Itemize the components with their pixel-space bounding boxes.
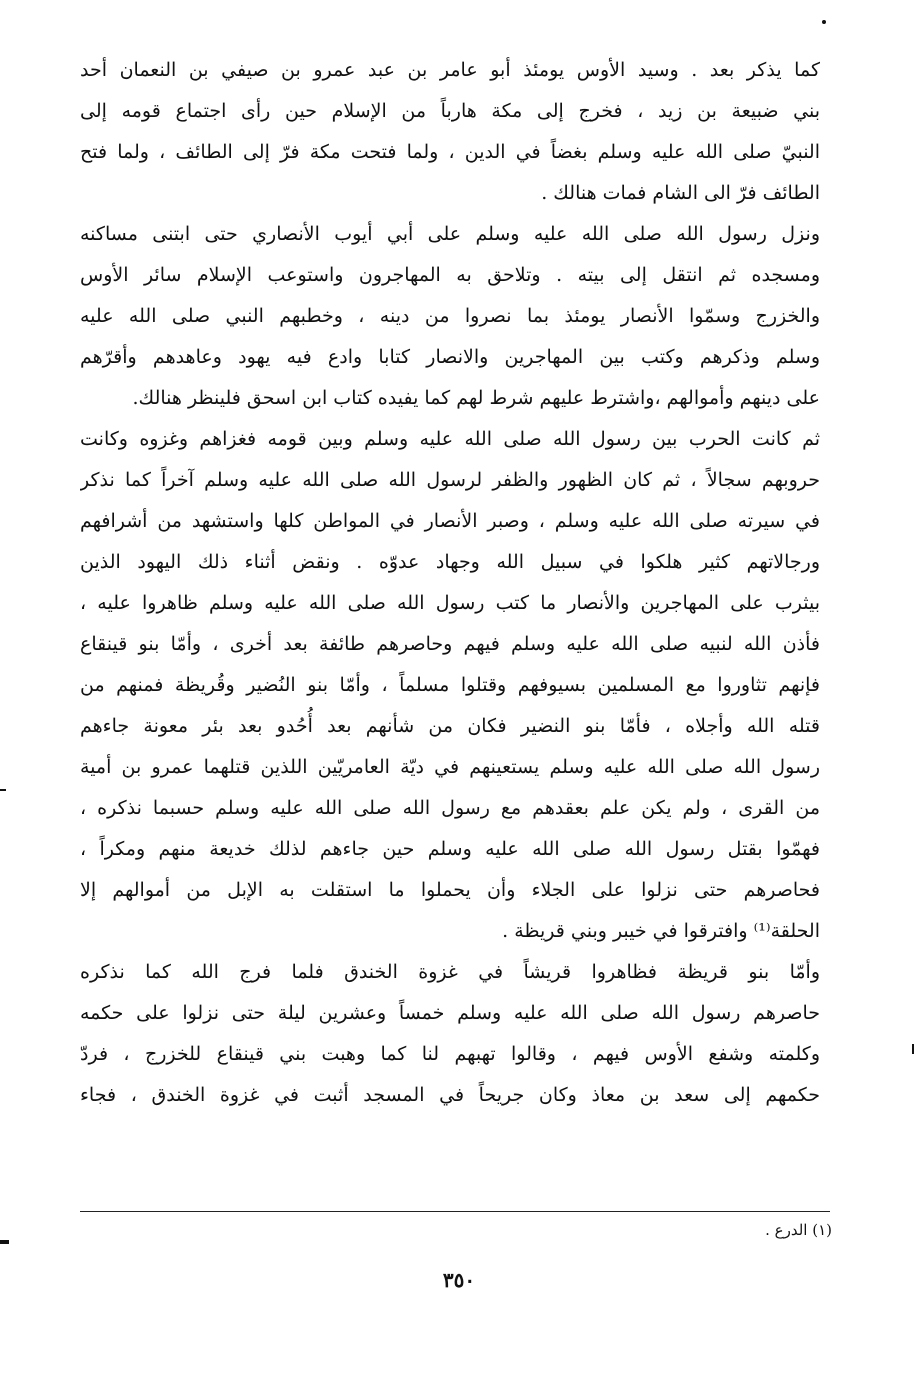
text-line: ثم كانت الحرب بين رسول الله صلى الله عليه وسلم وبين قومه فغزاهم وغزوه وكانت	[80, 428, 820, 450]
text-line: ورجالاتهم كثير هلكوا في سبيل الله وجهاد عدوّه . ونقض أثناء ذلك اليهود الذين	[80, 551, 820, 573]
text-line: على دينهم وأموالهم ،واشترط عليهم شرط لهم كما يفيده كتاب ابن اسحق فلينظر هنالك.	[132, 387, 820, 409]
text-line: النبيّ صلى الله عليه وسلم بغضاً في الدين ، ولما فتحت مكة فرّ إلى الطائف ، ولما فتح	[80, 141, 820, 163]
text-line: حكمهم إلى سعد بن معاذ وكان جريحاً في المسجد أثبت في غزوة الخندق ، فجاء	[80, 1084, 820, 1106]
text-line: وكلمته وشفع الأوس فيهم ، وقالوا تهبهم لنا كما وهبت بني قينقاع للخزرج ، فردّ	[80, 1043, 820, 1065]
text-line: ومسجده ثم انتقل إلى بيته . وتلاحق به المهاجرون واستوعب الإسلام سائر الأوس	[80, 264, 820, 286]
scan-margin-mark	[0, 789, 6, 791]
text-line: فإنهم تثاوروا مع المسلمين بسيوفهم وقتلوا مسلماً ، وأمّا بنو النُضير وقُريظة فمنهم من	[80, 674, 820, 696]
text-line: ونزل رسول الله صلى الله عليه وسلم على أبي أيوب الأنصاري حتى ابتنى مساكنه	[80, 223, 820, 245]
text-line: والخزرج وسمّوا الأنصار يومئذ بما نصروا من دينه ، وخطبهم النبي صلى الله عليه	[80, 305, 820, 327]
text-line: كما يذكر بعد . وسيد الأوس يومئذ أبو عامر بن عبد عمرو بن صيفي بن النعمان أحد	[80, 59, 820, 81]
text-line: حاصرهم رسول الله صلى الله عليه وسلم خمساً وعشرين ليلة حتى نزلوا على حكمه	[80, 1002, 820, 1024]
scan-margin-mark	[912, 1044, 914, 1054]
text-line: قتله الله وأجلاه ، فأمّا بنو النضير فكان من شأنهم بعد أُحُدو بعد بئر معونة جاءهم	[80, 715, 820, 737]
text-line: فهمّوا بقتل رسول الله صلى الله عليه وسلم حين جاءهم لذلك خديعة منهم ومكراً ،	[80, 838, 820, 860]
text-line: بيثرب على المهاجرين والأنصار ما كتب رسول الله صلى الله عليه وسلم ظاهروا عليه ،	[80, 592, 820, 614]
text-line: الطائف فرّ الى الشام فمات هنالك .	[541, 182, 820, 204]
footnote: (١) الدرع .	[765, 1221, 832, 1239]
text-line: رسول الله صلى الله عليه وسلم يستعينهم في ديّة العامريّين اللذين قتلهما عمرو بن أمية	[80, 756, 820, 778]
text-line: بني ضبيعة بن زيد ، فخرج إلى مكة هارباً من الإسلام حين رأى اجتماع قومه إلى	[80, 100, 820, 122]
scan-margin-mark	[0, 1240, 9, 1244]
text-line: حروبهم سجالاً ، ثم كان الظهور والظفر لرسول الله صلى الله عليه وسلم آخراً كما نذكر	[80, 469, 820, 491]
page-number: ٣٥٠	[442, 1268, 476, 1292]
text-line: وسلم وذكرهم وكتب بين المهاجرين والانصار كتابا وادع فيه يهود وعاهدهم وأقرّهم	[80, 346, 820, 368]
scan-speck	[822, 20, 826, 24]
body-text	[80, 50, 820, 1116]
text-line: وأمّا بنو قريظة فظاهروا قريشاً في غزوة الخندق فلما فرج الله كما نذكره	[80, 961, 820, 983]
text-line: فحاصرهم حتى نزلوا على الجلاء وأن يحملوا ما استقلت به الإبل من أموالهم إلا	[80, 879, 820, 901]
footnote-separator	[80, 1211, 830, 1212]
text-line: الحلقة⁽¹⁾ وافترقوا في خيبر وبني قريظة .	[502, 920, 820, 942]
text-line: في سيرته صلى الله عليه وسلم ، وصبر الأنصار في المواطن كلها واستشهد من أشرافهم	[80, 510, 820, 532]
text-line: من القرى ، ولم يكن علم بعقدهم مع رسول الله صلى الله عليه وسلم حسبما نذكره ،	[80, 797, 820, 819]
text-line: فأذن الله لنبيه صلى الله عليه وسلم فيهم وحاصرهم طائفة بعد أخرى ، وأمّا بنو قينقاع	[80, 633, 820, 655]
